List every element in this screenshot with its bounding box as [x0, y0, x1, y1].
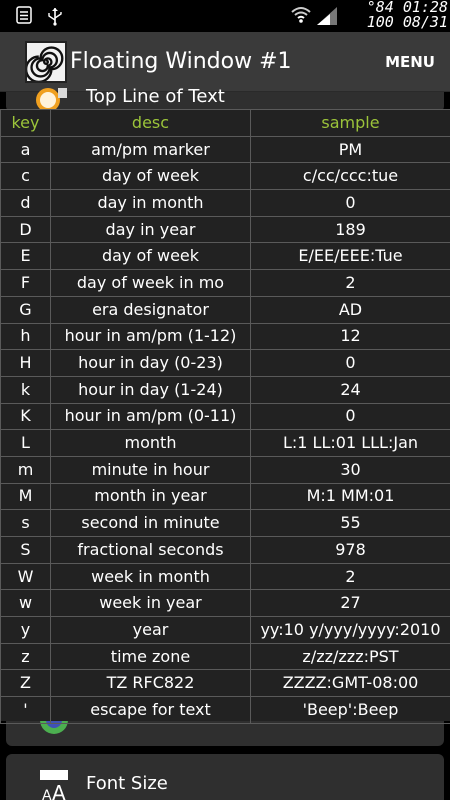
status-clock	[356, 0, 448, 30]
cell-desc: fractional seconds	[51, 537, 251, 564]
cell-desc: day of week	[51, 163, 251, 190]
cell-desc: escape for text	[51, 697, 251, 724]
table-row	[1, 296, 450, 323]
usb-icon	[46, 6, 64, 26]
cell-desc: week in year	[51, 590, 251, 617]
column-header-key: key	[1, 110, 51, 137]
cell-desc: month	[51, 430, 251, 457]
action-bar	[0, 32, 450, 92]
cell-key: H	[1, 350, 51, 377]
cell-sample: E/EE/EEE:Tue	[251, 243, 450, 270]
cell-sample: 30	[251, 456, 450, 483]
cell-sample: 55	[251, 510, 450, 537]
cell-sample: ZZZZ:GMT-08:00	[251, 670, 450, 697]
cell-sample: M:1 MM:01	[251, 483, 450, 510]
table-row	[1, 483, 450, 510]
cell-desc: am/pm marker	[51, 136, 251, 163]
cell-sample: L:1 LL:01 LLL:Jan	[251, 430, 450, 457]
table-row	[1, 163, 450, 190]
cell-key: M	[1, 483, 51, 510]
table-row	[1, 243, 450, 270]
cell-desc: day in month	[51, 190, 251, 217]
column-header-desc: desc	[51, 110, 251, 137]
cell-desc: year	[51, 617, 251, 644]
cell-key: w	[1, 590, 51, 617]
table-row	[1, 270, 450, 297]
cell-desc: time zone	[51, 643, 251, 670]
cell-desc: minute in hour	[51, 456, 251, 483]
cell-key: F	[1, 270, 51, 297]
cell-key: E	[1, 243, 51, 270]
cell-sample: 0	[251, 350, 450, 377]
status-bar	[0, 0, 450, 32]
format-reference-table	[0, 109, 450, 721]
cell-key: s	[1, 510, 51, 537]
table-row	[1, 537, 450, 564]
cell-key: D	[1, 216, 51, 243]
cell-sample: z/zz/zzz:PST	[251, 643, 450, 670]
cell-desc: day in year	[51, 216, 251, 243]
cell-sample: 0	[251, 403, 450, 430]
cell-key: S	[1, 537, 51, 564]
cell-key: L	[1, 430, 51, 457]
table-row	[1, 190, 450, 217]
table-row	[1, 323, 450, 350]
cell-sample: 27	[251, 590, 450, 617]
cell-desc: week in month	[51, 563, 251, 590]
cell-desc: month in year	[51, 483, 251, 510]
cell-desc: era designator	[51, 296, 251, 323]
svg-text:A: A	[42, 788, 52, 800]
cell-sample: yy:10 y/yyy/yyyy:2010	[251, 617, 450, 644]
cell-sample: 12	[251, 323, 450, 350]
list-item-font-size[interactable]	[6, 754, 444, 800]
table-row	[1, 590, 450, 617]
table-row	[1, 697, 450, 724]
cell-key: a	[1, 136, 51, 163]
table-row	[1, 430, 450, 457]
wifi-icon	[290, 4, 312, 26]
cell-key: '	[1, 697, 51, 724]
menu-button[interactable]: MENU	[385, 53, 435, 71]
cell-sample: c/cc/ccc:tue	[251, 163, 450, 190]
cell-sample: 0	[251, 190, 450, 217]
cell-key: m	[1, 456, 51, 483]
cell-desc: hour in am/pm (0-11)	[51, 403, 251, 430]
cell-desc: second in minute	[51, 510, 251, 537]
cell-sample: 'Beep':Beep	[251, 697, 450, 724]
table-header-row	[1, 110, 450, 137]
cell-key: Z	[1, 670, 51, 697]
table-row	[1, 136, 450, 163]
status-clock-line2: 100 08/31	[366, 13, 448, 31]
cell-key: z	[1, 643, 51, 670]
table-row	[1, 376, 450, 403]
table-row	[1, 617, 450, 644]
column-header-sample: sample	[251, 110, 450, 137]
table-row	[1, 216, 450, 243]
table-row	[1, 350, 450, 377]
cell-key: d	[1, 190, 51, 217]
cell-sample: 978	[251, 537, 450, 564]
window-title: Floating Window #1	[70, 49, 292, 74]
cell-desc: day of week in mo	[51, 270, 251, 297]
cell-sample: 2	[251, 270, 450, 297]
cell-desc: TZ RFC822	[51, 670, 251, 697]
table-row	[1, 563, 450, 590]
cell-desc: hour in am/pm (1-12)	[51, 323, 251, 350]
table-row	[1, 670, 450, 697]
cell-key: W	[1, 563, 51, 590]
cell-key: k	[1, 376, 51, 403]
signal-icon	[316, 6, 338, 26]
cell-key: G	[1, 296, 51, 323]
cell-key: c	[1, 163, 51, 190]
cell-desc: hour in day (1-24)	[51, 376, 251, 403]
table-row	[1, 643, 450, 670]
cell-key: y	[1, 617, 51, 644]
table-row	[1, 456, 450, 483]
cell-sample: PM	[251, 136, 450, 163]
notes-icon	[16, 6, 32, 24]
cell-sample: 24	[251, 376, 450, 403]
table-row	[1, 403, 450, 430]
cell-desc: hour in day (0-23)	[51, 350, 251, 377]
cell-sample: 189	[251, 216, 450, 243]
app-spiral-logo-icon[interactable]	[25, 41, 67, 83]
date-format-table	[0, 109, 450, 724]
cell-desc: day of week	[51, 243, 251, 270]
cell-key: K	[1, 403, 51, 430]
cell-sample: 2	[251, 563, 450, 590]
list-item-label: Font Size	[86, 773, 168, 794]
svg-text:A: A	[52, 781, 66, 800]
font-size-icon	[36, 768, 72, 800]
table-row	[1, 510, 450, 537]
cell-sample: AD	[251, 296, 450, 323]
status-clock-line1: °84 01:28	[366, 0, 448, 16]
cell-key: h	[1, 323, 51, 350]
list-item-label: Top Line of Text	[86, 86, 225, 107]
